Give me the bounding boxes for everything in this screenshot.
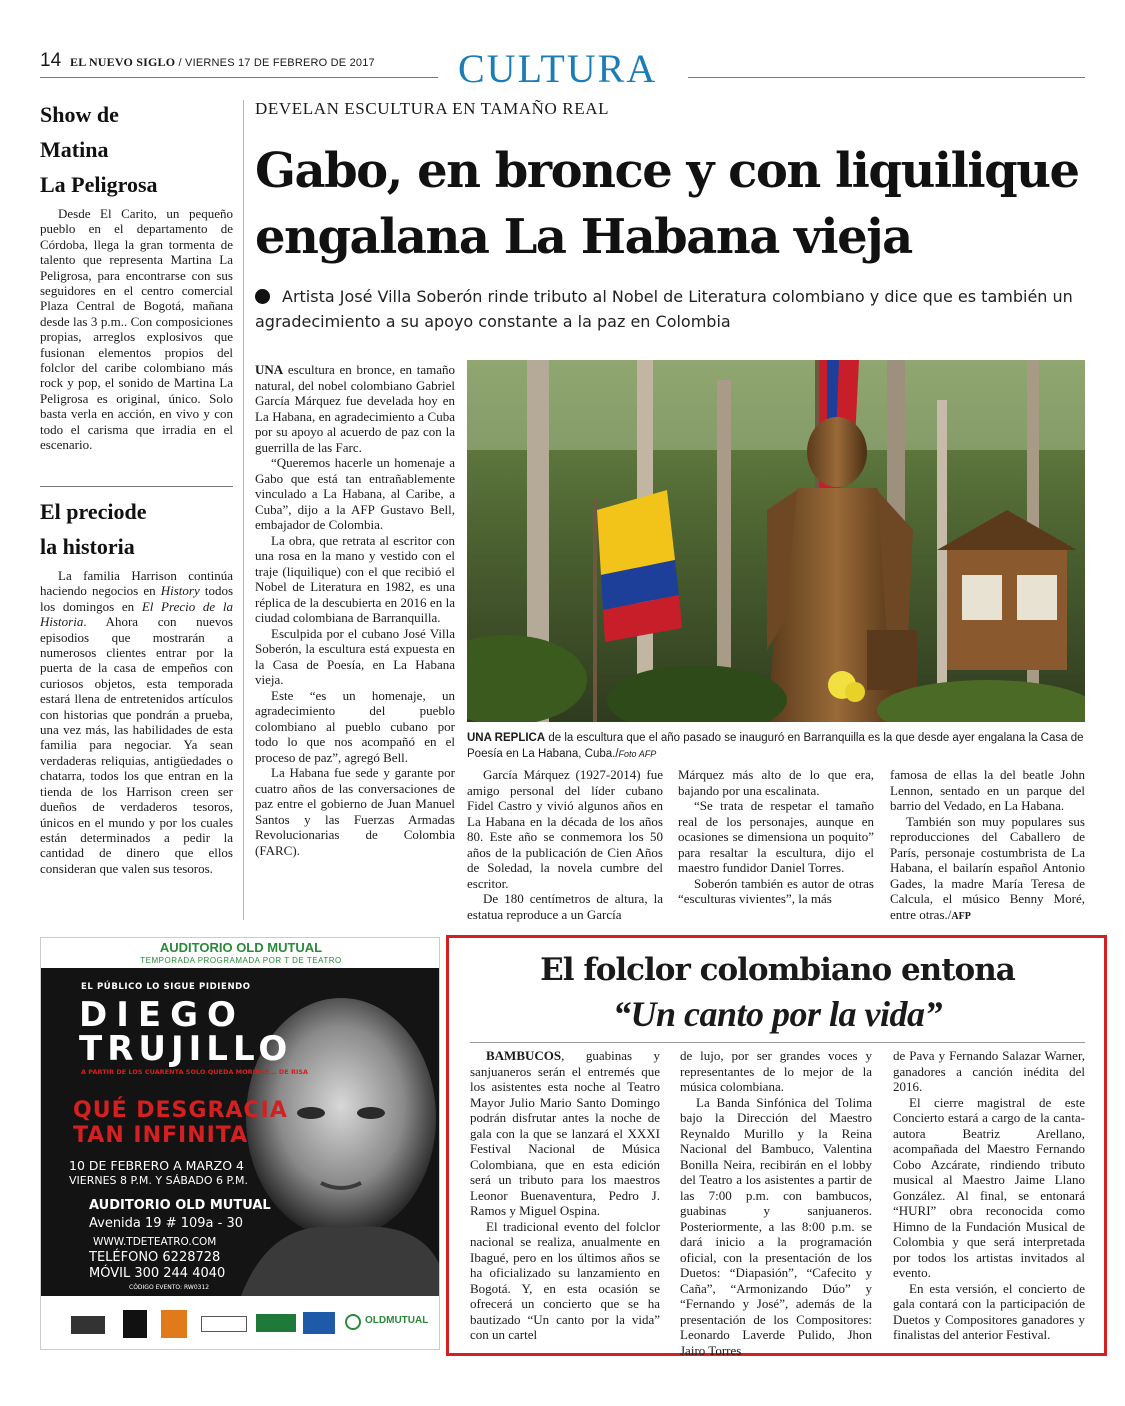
sponsor-logo [256,1314,296,1332]
folclor-headline-line2: “Un canto por la vida” [612,994,942,1034]
side-title-line: Matina [40,137,109,162]
ad-dates: 10 DE FEBRERO A MARZO 4 [69,1158,244,1173]
article-paragraph: Márquez más alto de lo que era, bajando por una escalinata. [678,767,874,798]
article-column-1 [255,362,455,858]
article-paragraph: “Se trata de respetar el tamaño real de los personajes, aunque en ocasiones se dimensiona un poquito” para resaltar la escultura, dijo el maestro fundidor Daniel Torres. [678,798,874,875]
headline-line: Gabo, en bronce y con liquilique [255,143,1079,199]
side-title-line: La Peligrosa [40,172,158,197]
article-paragraph: La Habana fue sede y garante por cuatro años de las conversaciones de paz entre el gobierno de Juan Manuel Santos y las Fuerzas Armadas Revolucionarias de Colombia (FARC). [255,765,455,858]
sponsor-logo [161,1310,187,1338]
side-title-line: Show de [40,102,119,127]
article-paragraph: Este “es un homenaje, un agradecimiento del pueblo colombiano al pueblo cubano por todo lo que nos acompañó en el proceso de paz”, agregó Bell. [255,687,455,765]
folclor-paragraph: La Banda Sinfónica del Tolima bajo la Dirección del Maestro Reynaldo Murillo y la Reina Nacional del Bambuco, Valentina Bonilla Neira, recibirán en el lobby del Teatro a los asistentes a partir de las 7:00 p.m. con bambucos, guabinas y sanjuaneros. Posteriormente, a las 8:00 p.m. se dará inicio a la programación oficial, con la presentación de los Duetos: “Diapasión”, “Cafecito y Caña”, “Armonizando Dúo” y “Fernando y José”, además de la presentación de los Compositores: Leonardo Laverde Pulido, Jhon Jairo Torres [680,1094,872,1358]
side-story-paragraph: La familia Harrison continúa haciendo negocios en History todos los domingos en El Precio de la Historia. Ahora con nuevos episodios que mostrarán a numerosos clientes entrar por la puerta de la casa de empeños con curiosos objetos, esta temporada estará llena de entretenidos artículos con historias que pondrán a prueba, una vez más, las habilidades de esta familia para negociar. Ya sean verdaderas reliquias, antigüedades o chatarra, todos los que entran en la tienda de los Harrison creen ser dueños de verdaderos tesoros, únicos en el mundo y por los cuales están determinados a pedir la cantidad de dinero que ellos consideran que valen sus tesoros. [40,568,234,876]
article-paragraph: UNA escultura en bronce, en tamaño natural, del nobel colombiano Gabriel García Márquez fue develada hoy en La Habana, en agradecimiento a Cuba por su apoyo al acuerdo de paz con la guerrilla de las Farc. [255,362,455,455]
folclor-rule [470,1042,1085,1043]
oldmutual-logo-icon [345,1314,361,1330]
statue-photo-image [467,360,1085,722]
side-title-line: la historia [40,534,135,559]
ad-phone: TELÉFONO 6228728 [89,1250,221,1265]
article-kicker: DEVELAN ESCULTURA EN TAMAÑO REAL [255,99,610,118]
ad-event-code: CÓDIGO EVENTO: RW0312 [129,1284,210,1291]
ad-show-title-1: QUÉ DESGRACIA [73,1098,288,1123]
ad-address: Avenida 19 # 109a - 30 [89,1216,244,1231]
article-paragraph: Soberón también es autor de otras “esculturas vivientes”, la más [678,875,874,906]
article-paragraph: famosa de ellas la del beatle John Lennon, sentado en un parque del barrio del Vedado, en La Habana. [890,767,1085,813]
ad-season: TEMPORADA PROGRAMADA POR T DE TEATRO [140,956,342,965]
article-paragraph: De 180 centímetros de altura, la estatua reproduce a un García [467,891,663,922]
header-rule-right [688,77,1085,78]
folclor-paragraph: de Pava y Fernando Salazar Warner, ganadores a canción inédita del 2016. [893,1048,1085,1094]
issue-date: / VIERNES 17 DE FEBRERO DE 2017 [178,57,375,69]
ad-tagline: EL PÚBLICO LO SIGUE PIDIENDO [81,982,251,992]
page-number: 14 [40,50,62,71]
side-story-title [40,97,233,202]
headline-line: engalana La Habana vieja [255,209,912,265]
ad-website[interactable]: WWW.TDETEATRO.COM [93,1236,217,1248]
paper-name: EL NUEVO SIGLO [70,55,176,69]
sponsor-logo [123,1310,147,1338]
ad-show-title-2: TAN INFINITA [73,1123,249,1148]
article-paragraph: “Queremos hacerle un homenaje a Gabo que está tan entrañablemente vinculado a La Habana, al Caribe, a Cuba”, dijo a la AFP Gustavo Bell, embajador de Colombia. [255,455,455,532]
folclor-paragraph: BAMBUCOS, guabinas y sanjuaneros serán el entremés que los asistentes esta noche al Teatro Mayor Julio Mario Santo Domingo podrán disfrutar antes la noche de gala con la que se lanzará el XXXI Festival Nacional de Música Colombiana, que en esta edición será un tributo para los maestros Leonor Buenaventura, Pedro J. Ramos y Miguel Ospina. [470,1048,660,1218]
ad-sponsors [41,1296,440,1350]
article-paragraph: También son muy populares sus reproducciones del Caballero de París, personaje costumbrista de La Habana, el bailarín español Antonio Gades, la madre María Teresa de Calcula, el músico Benny Moré, entre otras./AFP [890,813,1085,922]
folclor-column-1 [470,1048,660,1343]
article-paragraph: García Márquez (1927-2014) fue amigo personal del líder cubano Fidel Castro y vivió algunos años en La Habana en la década de los años 80. Este año se conmemora los 50 años de la publicación de Cien Años de Soledad, la novela cumbre del escritor. [467,767,663,891]
folclor-paragraph: El tradicional evento del folclor nacional se realiza, anualmente en Ibagué, pero en los últimos años se ha oficializado su lanzamiento en Bogotá. Y, en esta ocasión se ofrecerá un concierto que se ha bautizado “Un canto por la vida” con un cartel [470,1218,660,1342]
side-story-paragraph: Desde El Carito, un pequeño pueblo en el departamento de Córdoba, llega la gran tormenta de talento que representa Martina La Peligrosa, para encontrarse con sus seguidores en el centro comercial Plaza Central de Bogotá, mañana desde las 3 p.m.. Con composiciones propias, arreglos explosivos que fusionan elementos propios del folclor del caribe colombiano más rock y pop, el sonido de Martina La Peligrosa es original, único. Solo basta verla en acción, en vivo y con todo el carisma que irradia en el escenario. [40,206,233,453]
article-lead: Artista José Villa Soberón rinde tributo al Nobel de Literatura colombiano y dice que es también un agradecimiento a su apoyo constante a la paz en Colombia [255,287,1073,331]
sponsor-logo [71,1316,105,1334]
bullet-icon [255,289,270,304]
folclor-column-3 [893,1048,1085,1343]
header-rule-left [40,77,438,78]
side-divider [40,486,233,487]
article-column-3 [678,767,874,907]
folclor-headline [450,948,1105,1036]
folclor-paragraph: El cierre magistral de este Concierto estará a cargo de la canta-autora Beatriz Arellano, acompañada del Maestro Fernando Cobo Azcárate, rindiendo tributo musical al Maestro Jaime Llano González. Al final, se entonará “HURI” obra reconocida como Himno de la Fundación Musical de Colombia y que será interpretada por todos los artistas invitados al evento. [893,1094,1085,1280]
ad-name-first: DIEGO [79,995,245,1035]
ad-venue-top: AUDITORIO OLD MUTUAL [159,940,323,955]
ad-subtitle: A PARTIR DE LOS CUARENTA SOLO QUEDA MORIRSE... DE RISA [81,1068,309,1076]
article-paragraph: Esculpida por el cubano José Villa Soberón, la escultura está expuesta en la Casa de Poesía, en La Habana vieja. [255,625,455,687]
folclor-paragraph: de lujo, por ser grandes voces y representantes de lo mejor de la música colombiana. [680,1048,872,1094]
article-column-4 [890,767,1085,924]
column-separator [243,100,244,920]
statue-photo [467,360,1085,722]
sponsor-logo [303,1312,335,1334]
side-title-line: El preciode [40,499,147,524]
side-story-martina [40,97,233,453]
article-paragraph: La obra, que retrata al escritor con una rosa en la mano y vestido con el traje (liquilique) con el que recibió el Nobel de Literatura en 1982, es una réplica de la descubierta en 2016 en la ciudad colombiana de Barranquilla. [255,532,455,625]
side-story-precio [40,494,233,876]
article-headline [255,138,1085,270]
ad-name-last: TRUJILLO [79,1029,293,1069]
ad-times: VIERNES 8 P.M. Y SÁBADO 6 P.M. [69,1174,248,1187]
ad-mobile: MÓVIL 300 244 4040 [89,1266,226,1281]
sponsor-logo [201,1316,247,1332]
ad-body [41,968,440,1296]
side-story-title [40,494,233,564]
side-story-body [40,568,233,876]
folclor-column-2 [680,1048,872,1358]
folclor-paragraph: En esta versión, el concierto de gala contará con la participación de Duetos y Compositores ganadores y finalistas del anterior Festival. [893,1280,1085,1342]
photo-credit: Foto AFP [618,749,657,759]
folclor-headline-line1: El folclor colombiano entona [540,952,1015,988]
masthead [70,55,375,70]
theater-advertisement[interactable] [40,937,440,1350]
photo-caption: UNA REPLICA de la escultura que el año pasado se inauguró en Barranquilla es la que desde ayer engalana la Casa de Poesía en La Habana, Cuba./Foto AFP [467,732,1084,760]
article-column-2 [467,767,663,922]
ad-header [41,938,440,968]
side-story-body [40,206,233,453]
sponsor-name: OLDMUTUAL [365,1315,429,1326]
ad-venue: AUDITORIO OLD MUTUAL [89,1198,271,1213]
section-title: CULTURA [458,46,658,91]
